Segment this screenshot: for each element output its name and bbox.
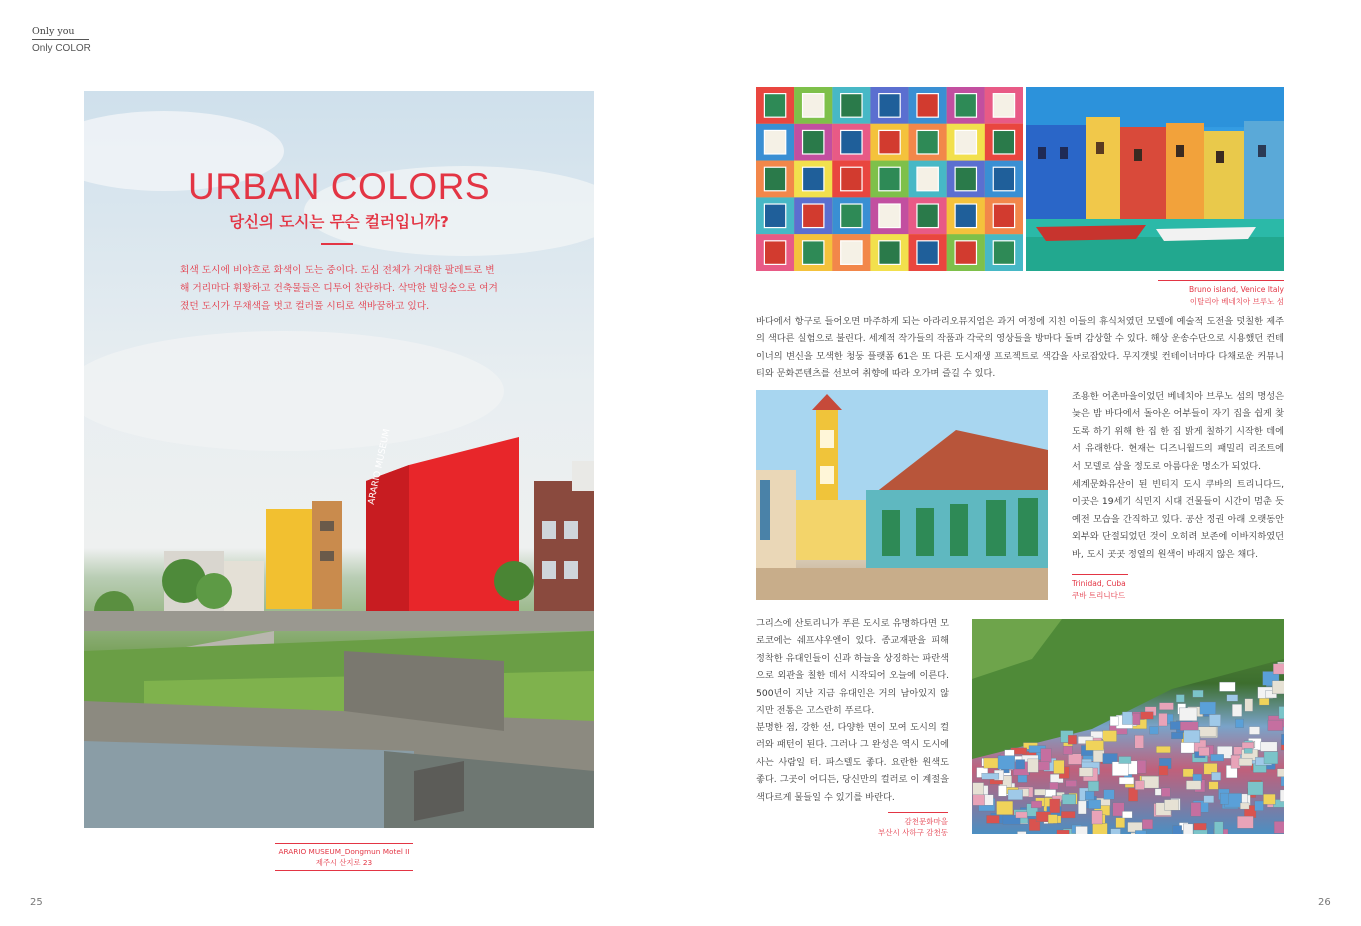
- village-house: [1119, 777, 1134, 784]
- village-house: [1179, 708, 1197, 721]
- village-house: [1054, 760, 1065, 773]
- village-house: [1272, 681, 1284, 694]
- village-house: [1048, 815, 1057, 824]
- village-house: [1159, 703, 1173, 710]
- windows-grid-illustration: [756, 87, 1023, 271]
- village-house: [1235, 719, 1243, 728]
- caption-rule: [1158, 280, 1284, 281]
- gamcheon-illustration: [972, 619, 1284, 834]
- window-shutter: [841, 204, 862, 228]
- village-house: [1220, 682, 1236, 691]
- village-house: [1273, 664, 1284, 674]
- window-shutter: [879, 130, 900, 154]
- window-shutter: [803, 94, 824, 118]
- village-house: [1016, 812, 1028, 818]
- village-house: [1063, 746, 1072, 754]
- caption-rule: [1072, 574, 1128, 575]
- village-house: [1017, 832, 1026, 835]
- village-house: [1137, 760, 1146, 773]
- window-shutter: [993, 94, 1014, 118]
- village-house: [1180, 722, 1198, 731]
- window-shutter: [764, 130, 785, 154]
- village-house: [1112, 762, 1128, 776]
- village-house: [1116, 818, 1125, 828]
- village-house: [982, 773, 999, 779]
- village-house: [998, 786, 1006, 797]
- village-house: [1181, 743, 1194, 754]
- village-house: [1237, 816, 1253, 828]
- village-house: [1156, 746, 1170, 753]
- village-house: [1119, 757, 1131, 764]
- gamcheon-caption-title: 감천문화마을: [904, 817, 948, 826]
- village-house: [1135, 735, 1144, 748]
- village-house: [1122, 811, 1132, 818]
- body-paragraph-closing: 분명한 점, 강한 선, 다양한 면이 모여 도시의 컬러와 패턴이 된다. 그러나 그 완성은 역시 도시에 사는 사람일 터. 파스텔도 좋다. 요란한 원색도 좋다. 그곳이 어디든, 당신만의 컬러로 이 계절을 색다르게 물들일 수 있기를 바란다.: [756, 722, 949, 803]
- window-shutter: [993, 204, 1014, 228]
- village-house: [1255, 801, 1264, 811]
- village-house: [1200, 702, 1216, 714]
- village-house: [1062, 794, 1075, 804]
- village-house: [1150, 727, 1159, 735]
- village-house: [1227, 695, 1238, 702]
- village-house: [1268, 720, 1283, 731]
- colorful-windows-photo: [756, 87, 1023, 271]
- village-house: [1050, 799, 1060, 813]
- village-house: [1008, 790, 1023, 800]
- window-shutter: [764, 241, 785, 265]
- arario-caption-en: ARARIO MUSEUM_Dongmun Motel II: [278, 847, 410, 856]
- village-house: [1261, 742, 1278, 752]
- window-shutter: [993, 241, 1014, 265]
- village-house: [1041, 749, 1052, 763]
- village-house: [1142, 819, 1153, 829]
- village-house: [1135, 781, 1144, 790]
- window-shutter: [955, 204, 976, 228]
- window-shutter: [841, 167, 862, 191]
- village-house: [1232, 704, 1242, 716]
- village-house: [1211, 754, 1224, 761]
- burano-illustration: [1026, 87, 1284, 271]
- village-house: [1194, 823, 1207, 830]
- gamcheon-caption-location: 부산시 사하구 감천동: [878, 828, 948, 837]
- body-paragraph-burano: 조용한 어촌마을이었던 베네치아 브루노 섬의 명성은 늦은 밤 바다에서 돌아온 어부들이 자기 집을 쉽게 찾도록 하기 위해 한 집 한 집 밝게 칠하기 시작한 데에서 유래한다. 현재는 디즈니월드의 패밀리 리조트에서 모델로 삼을 정도로 아름다운 명소가 되었다.: [1072, 391, 1284, 472]
- village-house: [1186, 781, 1201, 790]
- window-shutter: [955, 130, 976, 154]
- village-house: [1184, 730, 1200, 743]
- village-house: [1209, 715, 1221, 727]
- window-shutter: [917, 241, 938, 265]
- village-house: [1242, 742, 1254, 748]
- village-house: [1164, 800, 1179, 811]
- village-house: [1264, 752, 1278, 764]
- body-paragraph-trinidad: 세계문화유산이 된 빈티지 도시 쿠바의 트리니다드, 이곳은 19세기 식민지 시대 건물들이 시간이 멈춘 듯 예전 모습을 간직하고 있다. 공산 정권 아래 오랫동안 외부와 단절되었던 것이 오히려 보존에 이바지하였던 바, 도시 곳곳 정열의 원색이 바래지 않은 채다.: [1072, 479, 1284, 560]
- village-house: [1248, 782, 1263, 795]
- window-shutter: [955, 94, 976, 118]
- village-house: [1031, 801, 1042, 808]
- village-house: [998, 756, 1015, 770]
- village-house: [1220, 793, 1228, 804]
- page-number-left: 25: [30, 897, 43, 908]
- village-house: [1085, 791, 1094, 800]
- village-house: [1173, 826, 1182, 835]
- header-divider: [32, 39, 89, 40]
- village-house: [1263, 794, 1275, 804]
- window-shutter: [803, 204, 824, 228]
- village-house: [1249, 727, 1260, 735]
- burano-caption-ko: 이탈리아 베네치아 브루노 섬: [1189, 297, 1284, 306]
- village-house: [987, 815, 1000, 823]
- village-house: [1089, 800, 1101, 809]
- feature-title-ko: 당신의 도시는 무슨 컬러입니까?: [229, 213, 449, 231]
- village-house: [1016, 760, 1025, 769]
- village-house: [1086, 741, 1104, 751]
- village-house: [1198, 727, 1216, 737]
- village-house: [1034, 789, 1045, 795]
- village-house: [973, 783, 984, 796]
- village-house: [1176, 695, 1184, 703]
- trinidad-illustration: [756, 390, 1048, 600]
- window-shutter: [879, 241, 900, 265]
- village-house: [1280, 790, 1284, 802]
- window-shutter: [955, 167, 976, 191]
- village-house: [1111, 829, 1121, 834]
- village-house: [1214, 822, 1223, 834]
- window-shutter: [764, 204, 785, 228]
- feature-title-en: URBAN COLORS: [187, 166, 491, 207]
- village-house: [1204, 796, 1214, 803]
- window-shutter: [879, 94, 900, 118]
- village-house: [1141, 712, 1154, 719]
- arario-caption-ko: 제주시 산지로 23: [315, 858, 373, 867]
- burano-caption-en: Bruno island, Venice Italy: [1188, 285, 1284, 294]
- window-shutter: [879, 204, 900, 228]
- window-shutter: [917, 204, 938, 228]
- village-house: [1078, 801, 1086, 814]
- window-shutter: [993, 167, 1014, 191]
- village-house: [1159, 713, 1168, 726]
- window-shutter: [803, 167, 824, 191]
- body-paragraph-chefchaouen: 그리스에 산토리니가 푸른 도시로 유명하다면 모로코에는 쉐프샤우엔이 있다. 종교재판을 피해 정착한 유대인들이 신과 하늘을 상징하는 파란색으로 외관을 칠한 데서 시작되어 오늘에 이른다. 500년이 지난 지금 유대인은 거의 남아있지 않지만 전통은 고스란히 푸르다.: [756, 618, 949, 717]
- village-house: [1209, 782, 1218, 790]
- burano-island-photo: [1026, 87, 1284, 271]
- village-house: [1245, 699, 1253, 712]
- window-shutter: [841, 94, 862, 118]
- village-house: [1135, 831, 1146, 835]
- village-house: [1088, 781, 1099, 791]
- village-house: [997, 801, 1013, 815]
- museum-sign: ARARIO MUSEUM: [366, 428, 393, 506]
- village-house: [1079, 768, 1093, 777]
- magazine-section-subtitle: Only COLOR: [32, 43, 91, 54]
- window-shutter: [764, 94, 785, 118]
- window-shutter: [955, 241, 976, 265]
- trinidad-caption-ko: 쿠바 트리니다드: [1072, 591, 1126, 600]
- village-house: [1193, 690, 1204, 697]
- trinidad-caption-en: Trinidad, Cuba: [1072, 579, 1126, 588]
- caption-rule: [888, 812, 948, 813]
- village-house: [1183, 769, 1193, 777]
- village-house: [1183, 824, 1193, 834]
- village-house: [1171, 732, 1183, 739]
- village-house: [1239, 758, 1252, 766]
- village-house: [1212, 772, 1221, 780]
- village-house: [1281, 734, 1284, 745]
- window-shutter: [841, 241, 862, 265]
- magazine-section-label: Only you: [32, 26, 75, 37]
- page-number-right: 26: [1318, 897, 1331, 908]
- village-house: [1066, 780, 1077, 787]
- village-house: [1104, 790, 1115, 800]
- village-house: [1159, 766, 1168, 776]
- window-shutter: [917, 167, 938, 191]
- window-shutter: [917, 130, 938, 154]
- village-house: [1057, 830, 1069, 834]
- trinidad-cuba-photo: [756, 390, 1048, 600]
- village-house: [1274, 821, 1284, 833]
- village-house: [1103, 731, 1117, 742]
- village-house: [1037, 762, 1049, 770]
- village-house: [1191, 803, 1201, 817]
- body-paragraph-arario: 바다에서 항구로 들어오면 마주하게 되는 아라리오뮤지엄은 과거 여정에 지친 이들의 휴식처였던 모텔에 예술적 도전을 덧칠한 제주의 색다른 실험으로 불린다. 세계적 작가들의 작품과 각국의 영상들을 방마다 돌며 감상할 수 있다. 해상 운송수단으로 시용했던 컨테이너의 변신을 모색한 청둥 플랫폼 61은 또 다른 도시재생 프로젝트로 색감을 사로잡았다. 무지갯빛 컨테이너마다 다채로운 커뮤니티와 문화콘텐츠를 선보여 취향에 따라 오가며 즐길 수 있다.: [756, 316, 1284, 380]
- village-house: [1068, 754, 1081, 765]
- village-house: [1092, 811, 1103, 824]
- caption-rule-bottom: [275, 870, 413, 871]
- village-house: [1240, 803, 1249, 809]
- village-house: [1076, 826, 1088, 834]
- village-house: [1199, 747, 1209, 756]
- village-house: [973, 795, 985, 806]
- village-house: [1049, 782, 1058, 789]
- window-shutter: [803, 130, 824, 154]
- village-house: [1093, 823, 1108, 834]
- village-house: [1061, 811, 1076, 818]
- window-shutter: [993, 130, 1014, 154]
- village-house: [1068, 735, 1077, 744]
- window-shutter: [917, 94, 938, 118]
- village-house: [1028, 759, 1039, 773]
- village-house: [1128, 788, 1138, 801]
- caption-rule-top: [275, 843, 413, 844]
- window-shutter: [841, 130, 862, 154]
- window-shutter: [764, 167, 785, 191]
- village-house: [1279, 707, 1284, 719]
- gamcheon-village-photo: [972, 619, 1284, 834]
- village-house: [1093, 749, 1104, 762]
- window-shutter: [803, 241, 824, 265]
- village-house: [1161, 788, 1170, 797]
- village-house: [1122, 712, 1132, 725]
- village-house: [1110, 716, 1118, 725]
- feature-intro: 회색 도시에 비야흐로 화색이 도는 중이다. 도심 전체가 거대한 팔레트로 변해 거리마다 휘황하고 건축물들은 디투어 찬란하다. 삭막한 빌딩숲으로 여겨졌던 도시가 무채색을 벗고 컬러풀 시티로 색바꿈하고 있다.: [180, 265, 498, 312]
- title-divider: [321, 243, 353, 245]
- window-shutter: [879, 167, 900, 191]
- village-house: [1277, 769, 1284, 777]
